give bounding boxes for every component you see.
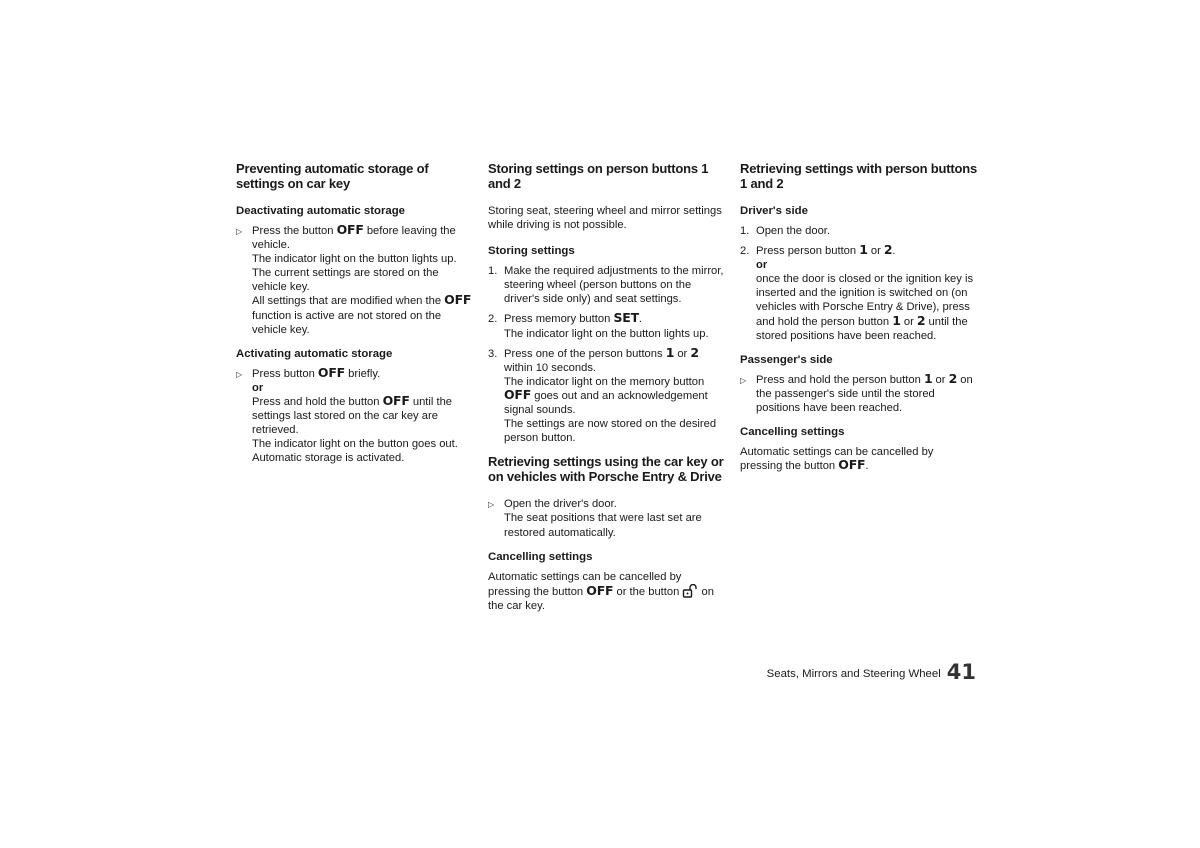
section-heading-retrieving-car-key: Retrieving settings using the car key or on vehicles with Porsche Entry & Drive [488, 454, 724, 484]
page-footer [740, 660, 976, 684]
person-button-2-symbol: 2 [916, 312, 926, 328]
off-button-symbol: OFF [586, 582, 614, 598]
storing-step-1: 1. Make the required adjustments to the mirror, steering wheel (person buttons on the driver's side only) and seat settings. [488, 265, 724, 306]
person-button-2-symbol: 2 [883, 242, 893, 258]
page-number: 41 [946, 660, 976, 684]
section-heading-storing: Storing settings on person buttons 1 and 2 [488, 161, 709, 191]
step-number: 1. [740, 225, 750, 237]
person-button-1-symbol: 1 [892, 312, 901, 328]
set-button-symbol: SET [613, 310, 639, 326]
passenger-instruction: ▷ Press and hold the person button 1 or 2 on the passenger's side until the stored positions have been reached. [740, 370, 973, 414]
subheading-cancelling: Cancelling settings [488, 550, 593, 563]
column-1 [236, 162, 474, 471]
step-number: 3. [488, 347, 498, 360]
activate-instruction: ▷ Press button OFF briefly. or Press and hold the button OFF until the settings last stored on the car key are retrieved. The indicator light on the button goes out. Automatic storage is activated. [236, 367, 474, 466]
off-button-symbol: OFF [382, 392, 410, 408]
or-label: or [252, 381, 264, 394]
subheading-cancelling: Cancelling settings [740, 426, 845, 439]
or-label: or [756, 259, 768, 272]
subheading-passengers-side: Passenger's side [740, 353, 833, 366]
person-button-2-symbol: 2 [948, 370, 958, 386]
triangle-bullet-icon: ▷ [236, 227, 243, 236]
off-button-symbol: OFF [838, 457, 866, 473]
step-number: 2. [488, 313, 498, 326]
retrieve-key-instruction: ▷ Open the driver's door. The seat positions that were last set are restored automatically. [488, 498, 702, 539]
cancel-text: Automatic settings can be cancelled by pressing the button OFF or the button on the car key. [488, 570, 714, 612]
storing-step-2: 2. Press memory button SET. The indicator light on the button lights up. [488, 310, 709, 340]
section-heading-prevent-storage: Preventing automatic storage of settings on car key [236, 161, 429, 191]
column-3 [740, 162, 978, 485]
off-button-symbol: OFF [317, 364, 346, 380]
section-heading-retrieving-person: Retrieving settings with person buttons 1 and 2 [740, 161, 978, 191]
subheading-storing-settings: Storing settings [488, 245, 575, 258]
person-button-1-symbol: 1 [923, 370, 933, 386]
footer-section-title: Seats, Mirrors and Steering Wheel [766, 668, 941, 680]
column-2 [488, 162, 726, 625]
person-button-1-symbol: 1 [665, 344, 675, 360]
subheading-drivers-side: Driver's side [740, 205, 808, 217]
driver-step-2: 2. Press person button 1 or 2. or once the door is closed or the ignition key is inserted and the ignition is switched on (on vehicles with Porsche Entry & Drive), press and hold the person button 1 or 2 until the stored positions have been reached. [740, 244, 978, 343]
driver-step-1: 1. Open the door. [740, 225, 831, 237]
off-button-symbol: OFF [504, 386, 532, 402]
triangle-bullet-icon: ▷ [236, 369, 243, 379]
deactivate-instruction: ▷ Press the button OFF before leaving the vehicle. The indicator light on the button lights up. The current settings are stored on the vehicle key. All settings that are modified when the OFF function is active are not stored on the vehicle key. [236, 222, 472, 336]
step-number: 2. [740, 245, 750, 258]
unlock-icon [682, 584, 698, 598]
off-button-symbol: OFF [336, 222, 364, 237]
step-number: 1. [488, 265, 498, 278]
person-button-2-symbol: 2 [690, 344, 699, 360]
storing-step-3: 3. Press one of the person buttons 1 or 2 within 10 seconds. The indicator light on the memory button OFF goes out and an acknowledgement signal sounds. The settings are now stored on the desired person button. [488, 344, 717, 445]
subheading-deactivating: Deactivating automatic storage [236, 205, 406, 217]
off-button-symbol: OFF [444, 292, 472, 308]
person-button-1-symbol: 1 [859, 242, 868, 258]
subheading-activating: Activating automatic storage [236, 347, 393, 360]
cancel-text: Automatic settings can be cancelled by pressing the button OFF. [740, 446, 934, 473]
storing-intro: Storing seat, steering wheel and mirror settings while driving is not possible. [488, 205, 722, 232]
triangle-bullet-icon: ▷ [488, 500, 495, 510]
triangle-bullet-icon: ▷ [740, 375, 747, 385]
